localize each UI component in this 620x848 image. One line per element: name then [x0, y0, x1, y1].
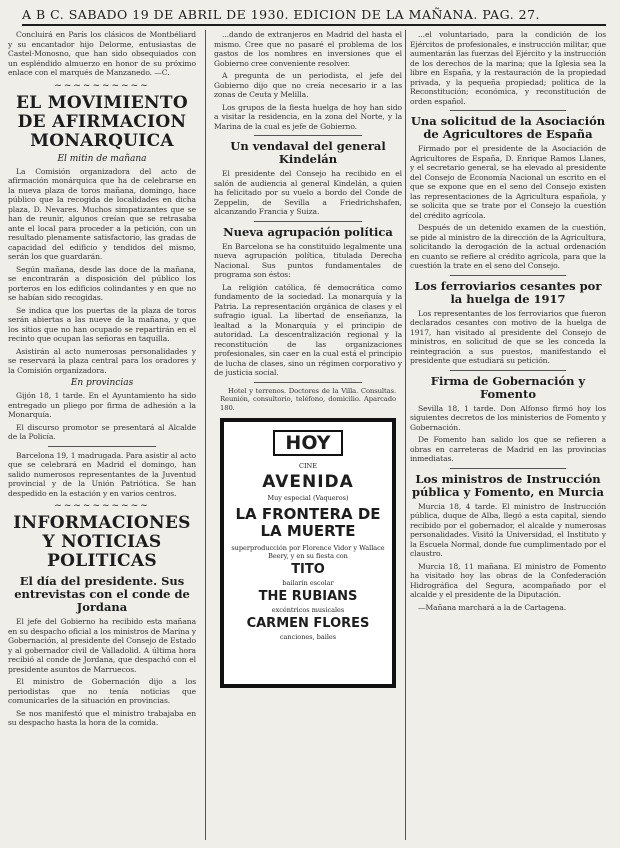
headline-kindelan: Un vendaval del general Kindelán [230, 139, 386, 166]
headline-ferroviarios: Los ferroviarios cesantes por la huelga de 1917 [414, 278, 602, 306]
ad-film-credit: superproducción por Florence Vidor y Wallace Beery, y en su fiesta con [231, 544, 385, 560]
divider [450, 468, 566, 469]
ad-star-tito: TITO [291, 562, 325, 577]
ad-star-rubians-sub: excéntricos musicales [271, 606, 345, 614]
ad-cine-label: CINE [299, 462, 317, 470]
article-paragraph: A pregunta de un periodista, el jefe del Gobierno dijo que no creía necesario ir a las zonas de Ceuta y Melilla. [214, 71, 402, 99]
article-paragraph: Asistirán al acto numerosas personalidades y se reservará la plaza central para los oradores y la Comisión organizadora. [8, 346, 196, 375]
article-paragraph: Murcia 18, 4 tarde. El ministro de Instrucción pública, duque de Alba, llegó a esta capital, siendo recibido por el gobernador, el alcalde y numerosas personalidades. Visitó la Universidad, el Instituto y la Escuela Normal, donde fue cumplimentado por el claustro. [410, 501, 606, 558]
subhead-provincias: En provincias [70, 378, 134, 388]
article-paragraph: El ministro de Gobernación dijo a los periodistas que no tenía noticias que comunicarles de la situación en provincias. [8, 677, 196, 705]
headline-nueva-agrupacion: Nueva agrupación política [223, 224, 393, 239]
article-paragraph: El jefe del Gobierno ha recibido esta mañana en su despacho oficial a los ministros de Marina y Gobernación, al presidente del Consejo de Estado y al gobernador civil de Valladolid. A última hora recibió al conde de Jordana, que despachó con el presidente asuntos de Marruecos. [8, 617, 196, 674]
cinema-advertisement [220, 418, 396, 688]
divider [254, 135, 362, 136]
headline-firma-gobernacion: Firma de Gobernación y Fomento [430, 373, 586, 401]
ad-star-tito-sub: bailarín escolar [282, 579, 334, 587]
ad-hoy-label: HOY [273, 430, 342, 456]
article-paragraph: Los representantes de los ferroviarios que fueron declarados cesantes con motivo de la huelga de 1917, han visitado al presidente del Consejo de ministros, en solicitud de que se les conceda la reintegración a sus puestos, manifestando el presidente que estudiará su petición. [410, 308, 606, 365]
article-paragraph: En Barcelona se ha constituido legalmente una nueva agrupación política, titulada Derecha Nacional. Sus puntos fundamentales de programa son éstos: [214, 241, 402, 279]
article-paragraph: Según mañana, desde las doce de la mañana, se encontrarán a disposición del público los porteros en los edificios colindantes y en que no se habían sido recogidas. [8, 264, 196, 302]
divider [254, 221, 362, 222]
article-paragraph: Firmado por el presidente de la Asociación de Agricultores de España, D. Enrique Ramos Llanes, y el secretario general, se ha elevado al presidente del Consejo de Economía Nacional un escrito en el que se expone que en el seno del Consejo existen las representaciones de la Agricultura española, y se solicita que se trate por el Consejo la cuestión del crédito agrícola. [410, 144, 606, 220]
headline-afirmacion-monarquica: EL MOVIMIENTO DE AFIRMACION MONARQUICA [16, 92, 188, 151]
divider [254, 382, 362, 383]
article-paragraph: ...dando de extranjeros en Madrid del hasta el mismo. Cree que no pasaré el problema de los gastos de los nombres en inversiones que el Gobierno cree conveniente resolver. [214, 30, 402, 68]
ad-cinema-name: AVENIDA [262, 472, 354, 492]
intro-paragraph: Concluirá en París los clásicos de Montbéliard y su encantador hijo Delorme, entusiastas de Castel-Monosno, que han sido obsequiados con un espléndido almuerzo en honor de su próximo enlace con el marqués de Manzanedo. —C. [8, 30, 196, 77]
ad-cinema-sub: Muy especial (Vaqueros) [267, 494, 349, 502]
headline-informaciones: INFORMACIONES Y NOTICIAS POLITICAS [13, 513, 191, 571]
article-paragraph: Murcia 18, 11 mañana. El ministro de Fomento ha visitado hoy las obras de la Confederación Hidrográfica del Segura, acompañado por el alcalde y el presidente de la Diputación. [410, 561, 606, 599]
headline-asociacion-agricultores: Una solicitud de la Asociación de Agricultores de España [410, 114, 606, 141]
article-paragraph: Gijón 18, 1 tarde. En el Ayuntamiento ha sido entregado un pliego por firma de adhesión a la Monarquía. [8, 391, 196, 419]
article-paragraph: Sevilla 18, 1 tarde. Don Alfonso firmó hoy los siguientes decretos de los ministerios de Fomento y Gobernación. [410, 403, 606, 432]
article-paragraph: El presidente del Consejo ha recibido en el salón de audiencia al general Kindelán, a quien ha felicitado por su vuelo a bordo del Conde de Zeppelin, de Sevilla a Friedrichshafen, alcanzando Francia y Suiza. [214, 169, 402, 216]
ornament-divider: ~~~~~~~~~~ [54, 80, 150, 91]
article-paragraph: La religión católica, fé democrática como fundamento de la sociedad. La monarquía y la Patria. La representación orgánica de clases y el sufragio igual. La libertad de enseñanza, la lealtad a la Monarquía y el principio de autoridad. La descentralización regional y la reconstitución de las organizaciones profesionales, sin caer en la cual está el principio de lucha de clases, sino un régimen corporativo y de justicia social. [214, 282, 402, 377]
column-1 [8, 30, 196, 840]
ad-star-carmen-sub: canciones, bailes [279, 633, 337, 641]
article-paragraph: —Mañana marchará a la de Cartagena. [418, 602, 567, 612]
article-paragraph: El discurso promotor se presentará al Alcalde de la Policía. [8, 422, 196, 441]
small-advert-caption: Hotel y terrenos. Doctores de la Villa. Consultas. Reunión, consultorio, teléfono, domicilio. Aparcado 180. [220, 386, 396, 412]
headline-ministros-murcia: Los ministros de Instrucción pública y Fomento, en Murcia [411, 471, 605, 499]
article-paragraph: Después de un detenido examen de la cuestión, se pide al ministro de la dirección de la Agricultura, solicitando la derogación de la actual ordenación en cuanto se refiere al crédito agrícola, para que la cuestión la trate en el seno del Consejo. [410, 223, 606, 270]
article-paragraph: Barcelona 19, 1 madrugada. Para asistir al acto que se celebrará en Madrid el domingo, han salido numerosos representantes de la Juventud provincial y de la Unión Patriótica. Se han despedido en la estación y en varios centros. [8, 450, 196, 498]
ornament-divider: ~~~~~~~~~~ [54, 501, 150, 511]
divider [48, 446, 156, 447]
column-2 [214, 30, 402, 840]
divider [450, 110, 566, 111]
divider [450, 275, 566, 276]
article-paragraph: Se nos manifestó que el ministro trabajaba en su despacho hasta la hora de la comida. [8, 708, 196, 727]
article-paragraph: La Comisión organizadora del acto de afirmación monárquica que ha de celebrarse en la nueva plaza de toros mañana, domingo, hace público que la recogida de localidades en dicha plaza, D. Nevares. Muchos simpatizantes que se han de reunir, algunos creían que se retrasaba ante el local para proceder a la petición, con un resultado plenamente satisfactorio, las gradas de capacidad del edificio y tendidos del mismo, serán los que guardarán. [8, 166, 196, 261]
ad-film-title: LA FRONTERA DE LA MUERTE [235, 505, 381, 540]
column-rule [205, 30, 206, 840]
column-3 [410, 30, 606, 840]
ad-star-rubians: THE RUBIANS [258, 589, 358, 604]
article-paragraph: Los grupos de la fiesta huelga de hoy han sido a visitar la residencia, en la zona del Norte, y la Marina de la cual es jefe de Gobierno. [214, 102, 402, 131]
article-paragraph: De Fomento han salido los que se refieren a obras en carreteras de Madrid en las provincias inmediatas. [410, 435, 606, 463]
running-head: A B C. SABADO 19 DE ABRIL DE 1930. EDICION DE LA MAÑANA. PAG. 27. [22, 6, 606, 26]
headline-dia-presidente: El día del presidente. Sus entrevistas con el conde de Jordana [14, 574, 190, 614]
divider [450, 370, 566, 371]
column-rule [405, 30, 406, 840]
article-paragraph: Se indica que los puertas de la plaza de toros serán abiertas a las nueve de la mañana, y que los sitios que no han ocupado se repartirán en el recinto que ocupan las señoras en taquilla. [8, 305, 196, 343]
subhead-mitin: El mitin de mañana [57, 153, 147, 164]
ad-star-carmen-flores: CARMEN FLORES [246, 616, 370, 631]
article-paragraph: ...el voluntariado, para la condición de los Ejércitos de profesionales, e instrucción militar, que aumentarán las fuerzas del Ejército y la instrucción de los derechos de la marina; que la Iglesia sea la libre en España, y la restauración de la propiedad privada, y la pequeña propiedad; politica de la Reconstitución; económica, y reconstitución de orden español. [410, 30, 606, 106]
